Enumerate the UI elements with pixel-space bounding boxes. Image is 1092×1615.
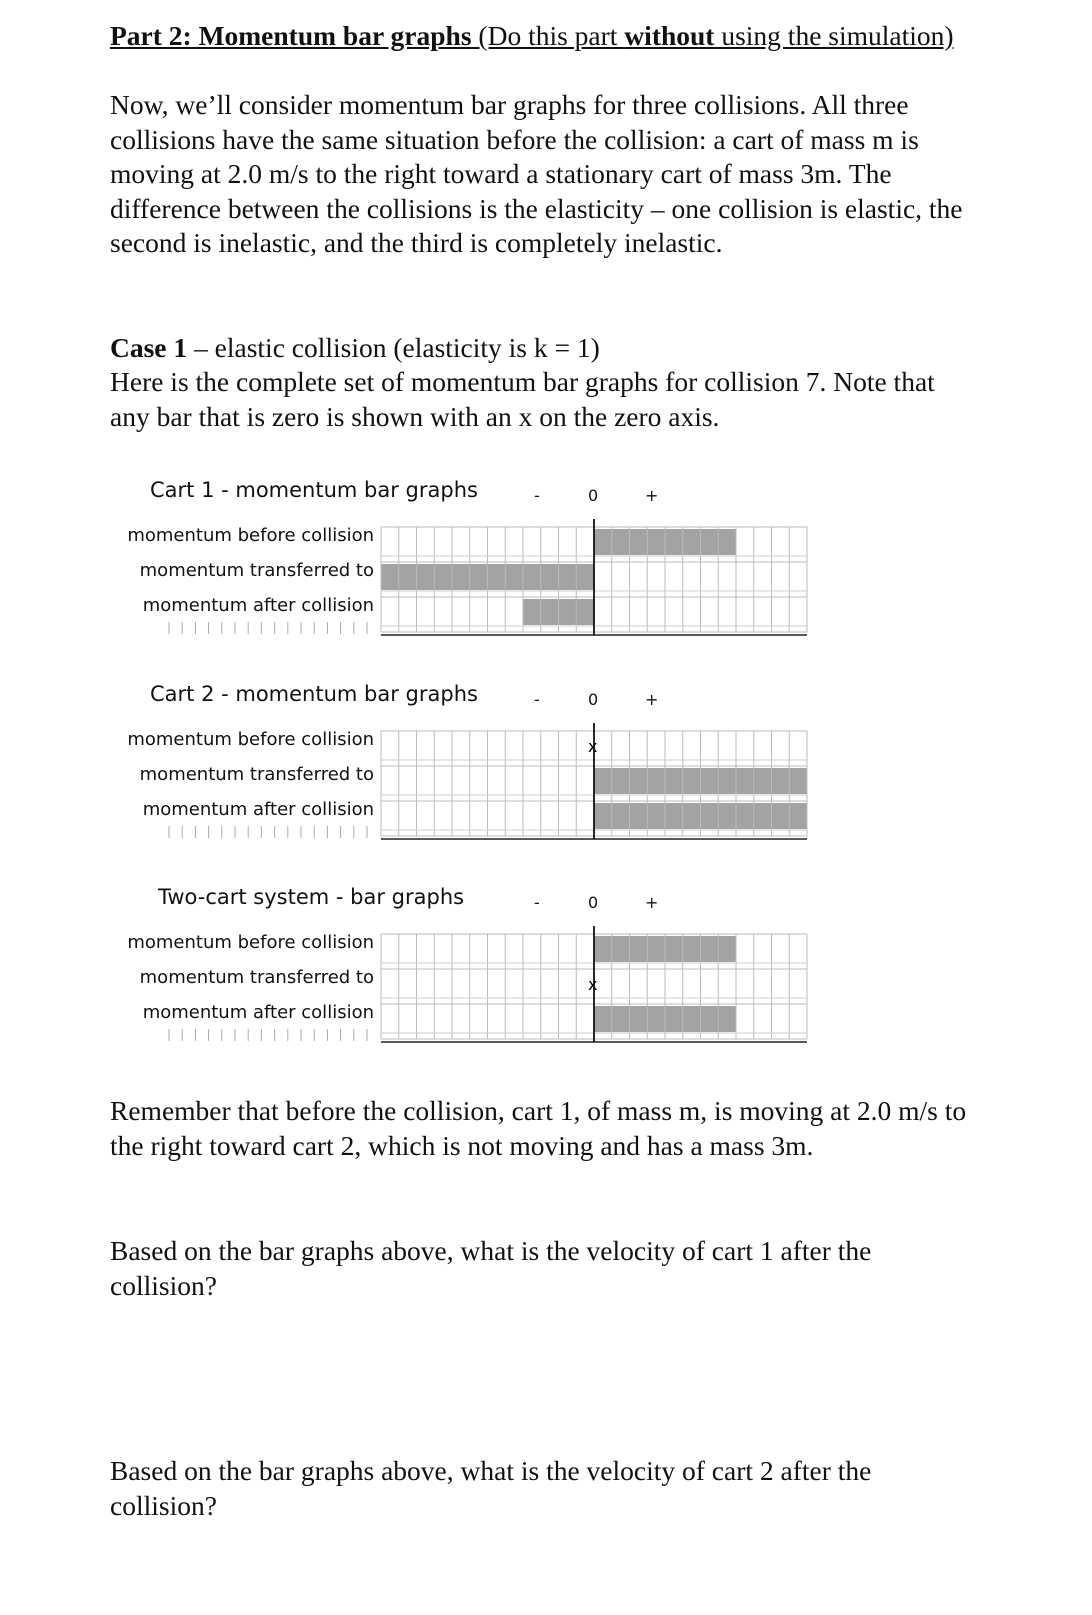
- zero-x-mark: x: [588, 737, 598, 756]
- axis-label-plus: +: [645, 690, 659, 709]
- row-label: momentum before collision: [127, 525, 374, 546]
- cart1-graph: [0, 478, 1092, 648]
- axis-label-zero: 0: [588, 690, 599, 709]
- row-label: momentum after collision: [142, 1002, 374, 1023]
- remember-paragraph: Remember that before the collision, cart 1, of mass m, is moving at 2.0 m/s to the right toward cart 2, which is not moving and has a mass 3m.: [110, 1095, 967, 1161]
- graph-title: Cart 2 - momentum bar graphs: [150, 682, 478, 706]
- row-label: momentum before collision: [127, 932, 374, 953]
- case1-text: Here is the complete set of momentum bar graphs for collision 7. Note that any bar that is zero is shown with an x on the zero axis.: [110, 366, 935, 432]
- case1-bold: Case 1: [110, 332, 188, 363]
- axis-label-plus: +: [645, 486, 659, 505]
- heading-post: using the simulation): [714, 20, 954, 51]
- bar-graph-grid: [370, 717, 820, 842]
- row-label: momentum after collision: [142, 799, 374, 820]
- system-graph: [0, 885, 1092, 1055]
- axis-label-minus: -: [534, 486, 540, 505]
- row-label: momentum transferred to: [139, 560, 374, 581]
- axis-label-plus: +: [645, 893, 659, 912]
- section-heading: [110, 19, 970, 54]
- scale-ticks: [165, 1027, 385, 1043]
- row-label: momentum before collision: [127, 729, 374, 750]
- zero-x-mark: x: [588, 975, 598, 994]
- case1-rest: – elastic collision (elasticity is k = 1): [187, 332, 600, 363]
- question-1: Based on the bar graphs above, what is the velocity of cart 1 after the collision?: [110, 1235, 872, 1301]
- axis-label-zero: 0: [588, 486, 599, 505]
- row-label: momentum transferred to: [139, 967, 374, 988]
- heading-bold: Part 2: Momentum bar graphs: [110, 20, 472, 51]
- heading-pre: (Do this part: [471, 20, 625, 51]
- graph-title: Two-cart system - bar graphs: [158, 885, 465, 909]
- axis-label-minus: -: [534, 893, 540, 912]
- bar-graph-grid: [370, 513, 820, 638]
- row-label: momentum after collision: [142, 595, 374, 616]
- axis-label-minus: -: [534, 690, 540, 709]
- bar-graph-grid: [370, 920, 820, 1045]
- row-label: momentum transferred to: [139, 764, 374, 785]
- scale-ticks: [165, 620, 385, 636]
- graph-title: Cart 1 - momentum bar graphs: [150, 478, 478, 502]
- intro-paragraph: Now, we’ll consider momentum bar graphs for three collisions. All three collisions have the same situation before the collision: a cart of mass m is moving at 2.0 m/s to the right toward a stationary cart of mass 3m. The difference between the collisions is the elasticity – one collision is elastic, the second is inelastic, and the third is completely inelastic.: [110, 89, 963, 258]
- case1-heading: [110, 331, 970, 366]
- heading-emph: without: [624, 20, 715, 51]
- scale-ticks: [165, 824, 385, 840]
- cart2-graph: [0, 682, 1092, 852]
- axis-label-zero: 0: [588, 893, 599, 912]
- question-2: Based on the bar graphs above, what is the velocity of cart 2 after the collision?: [110, 1455, 872, 1521]
